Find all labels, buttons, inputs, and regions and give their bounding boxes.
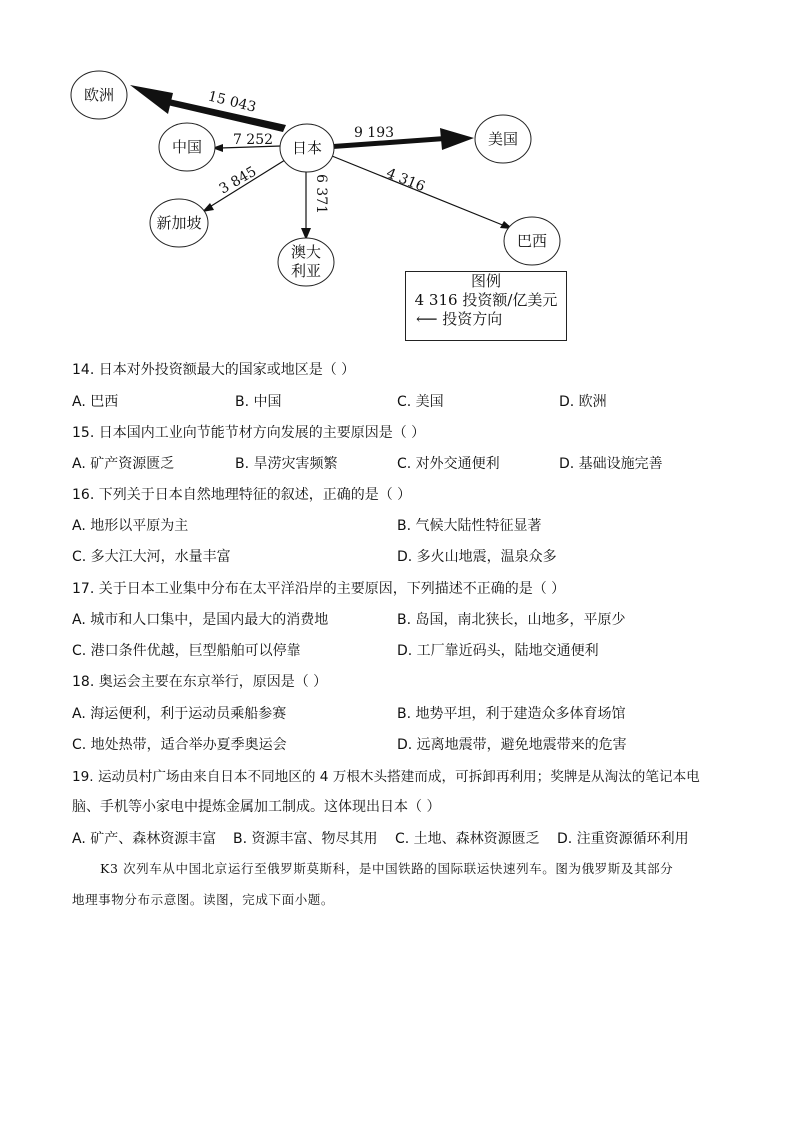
- question-19-option-d[interactable]: D. 注重资源循环利用: [557, 831, 689, 847]
- node-brazil-label: 巴西: [516, 232, 548, 250]
- question-18-stem: 18. 奥运会主要在东京举行，原因是（ ）: [72, 674, 328, 690]
- investment-flow-diagram: [0, 0, 794, 350]
- arrowhead-europe: [130, 85, 173, 114]
- node-japan-label: 日本: [291, 139, 323, 157]
- question-16-option-a[interactable]: A. 地形以平原为主: [72, 518, 189, 534]
- node-australia-label-1: 澳大: [290, 243, 322, 261]
- question-18-option-b[interactable]: B. 地势平坦，利于建造众多体育场馆: [397, 706, 626, 722]
- passage-line-2: 地理事物分布示意图。读图，完成下面小题。: [72, 892, 335, 907]
- value-singapore: 3 845: [216, 163, 260, 198]
- question-14-option-d[interactable]: D. 欧洲: [559, 394, 607, 410]
- node-europe-label: 欧洲: [83, 86, 115, 104]
- question-16-stem: 16. 下列关于日本自然地理特征的叙述，正确的是（ ）: [72, 487, 412, 503]
- legend-title: 图例: [470, 272, 501, 290]
- question-19-option-b[interactable]: B. 资源丰富、物尽其用: [233, 831, 378, 847]
- question-17-option-b[interactable]: B. 岛国，南北狭长，山地多，平原少: [397, 612, 626, 628]
- question-14-option-a[interactable]: A. 巴西: [72, 394, 119, 410]
- question-16-option-d[interactable]: D. 多火山地震，温泉众多: [397, 549, 557, 565]
- question-15-option-c[interactable]: C. 对外交通便利: [397, 456, 500, 472]
- node-singapore-label: 新加坡: [156, 214, 202, 232]
- question-16-option-b[interactable]: B. 气候大陆性特征显著: [397, 518, 542, 534]
- question-17-option-d[interactable]: D. 工厂靠近码头，陆地交通便利: [397, 643, 599, 659]
- node-usa-label: 美国: [487, 130, 519, 148]
- question-15-option-a[interactable]: A. 矿产资源匮乏: [72, 456, 175, 472]
- value-europe: 15 043: [206, 88, 258, 116]
- value-usa: 9 193: [353, 125, 395, 141]
- value-china: 7 252: [232, 132, 274, 148]
- question-14-stem: 14. 日本对外投资额最大的国家或地区是（ ）: [72, 362, 356, 378]
- legend-box: [405, 271, 567, 341]
- node-china-label: 中国: [171, 138, 203, 156]
- question-17-option-a[interactable]: A. 城市和人口集中，是国内最大的消费地: [72, 612, 329, 628]
- question-18-option-a[interactable]: A. 海运便利，利于运动员乘船参赛: [72, 706, 287, 722]
- question-14-option-c[interactable]: C. 美国: [397, 394, 444, 410]
- question-19-option-a[interactable]: A. 矿产、森林资源丰富: [72, 831, 217, 847]
- question-14-option-b[interactable]: B. 中国: [235, 394, 282, 410]
- arrowhead-usa: [440, 128, 474, 150]
- question-19-stem-line-1: 19. 运动员村广场由来自日本不同地区的 4 万根木头搭建而成，可拆卸再利用；奖牌是从淘汰的笔记本电: [72, 769, 700, 785]
- question-15-option-b[interactable]: B. 旱涝灾害频繁: [235, 456, 338, 472]
- question-17-stem: 17. 关于日本工业集中分布在太平洋沿岸的主要原因，下列描述不正确的是（ ）: [72, 581, 566, 597]
- question-15-stem: 15. 日本国内工业向节能节材方向发展的主要原因是（ ）: [72, 425, 426, 441]
- question-19-option-c[interactable]: C. 土地、森林资源匮乏: [395, 831, 540, 847]
- legend-value-label: 4 316 投资额/亿美元: [414, 291, 558, 309]
- question-15-option-d[interactable]: D. 基础设施完善: [559, 456, 663, 472]
- node-australia-label-2: 利亚: [290, 262, 322, 280]
- question-18-option-d[interactable]: D. 远离地震带，避免地震带来的危害: [397, 737, 627, 753]
- value-brazil: 4 316: [383, 165, 428, 196]
- value-australia: 6 371: [313, 173, 329, 215]
- question-19-stem-line-2: 脑、手机等小家电中提炼金属加工制成。这体现出日本（ ）: [72, 799, 441, 815]
- passage-line-1: K3 次列车从中国北京运行至俄罗斯莫斯科，是中国铁路的国际联运快速列车。图为俄罗斯及其部分: [100, 861, 674, 876]
- legend-direction-row: [406, 310, 566, 329]
- legend-arrow-label: 投资方向: [442, 310, 503, 328]
- question-18-option-c[interactable]: C. 地处热带，适合举办夏季奥运会: [72, 737, 287, 753]
- question-17-option-c[interactable]: C. 港口条件优越，巨型船舶可以停靠: [72, 643, 301, 659]
- legend-arrow-icon: ⟵: [416, 310, 438, 328]
- question-16-option-c[interactable]: C. 多大江大河，水量丰富: [72, 549, 231, 565]
